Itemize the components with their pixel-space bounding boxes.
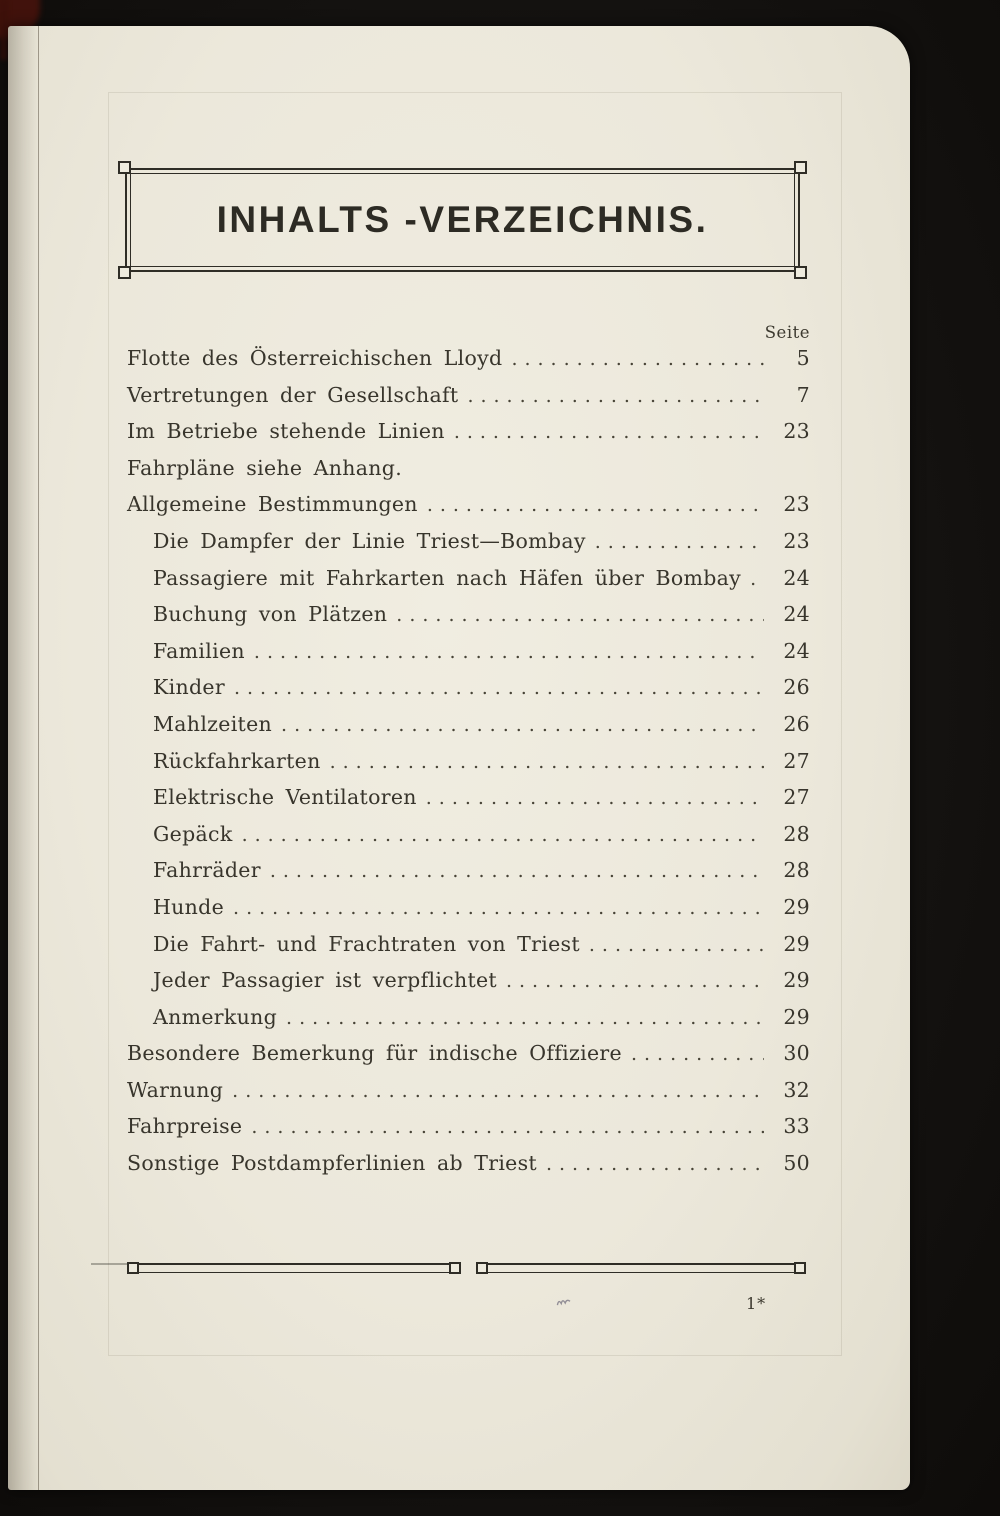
toc-entry-label: Sonstige Postdampferlinien ab Triest bbox=[127, 1151, 537, 1176]
toc-entry-page: 29 bbox=[783, 894, 810, 919]
toc-entry bbox=[127, 895, 810, 932]
toc-entry bbox=[127, 529, 810, 566]
toc-entry-label: Passagiere mit Fahrkarten nach Häfen über Bombay bbox=[153, 565, 742, 590]
rule-end-square bbox=[794, 1262, 806, 1274]
toc-entry-page: 24 bbox=[783, 638, 810, 663]
toc-entry-page: 26 bbox=[783, 675, 810, 700]
toc-entry bbox=[127, 456, 810, 493]
toc-entry-label: Familien bbox=[153, 638, 245, 663]
toc-entry-page: 28 bbox=[783, 858, 810, 883]
toc-entry bbox=[127, 566, 810, 603]
dot-leader bbox=[234, 675, 764, 699]
toc-entry-label: Rückfahrkarten bbox=[153, 748, 321, 773]
toc-entry-label: Kinder bbox=[153, 675, 225, 700]
toc-entry-label: Fahrräder bbox=[153, 858, 261, 883]
toc-entry bbox=[127, 858, 810, 895]
toc-entry-label: Im Betriebe stehende Linien bbox=[127, 419, 445, 444]
toc-entry-label: Allgemeine Bestimmungen bbox=[127, 492, 418, 517]
toc-entry-page: 7 bbox=[796, 382, 810, 407]
toc-entry-page: 33 bbox=[783, 1114, 810, 1139]
toc-entry-label: Fahrpreise bbox=[127, 1114, 243, 1139]
page-column-header: Seite bbox=[764, 323, 810, 342]
book-page bbox=[8, 26, 910, 1490]
signature-mark: 1* bbox=[746, 1294, 767, 1313]
toc-entry bbox=[127, 419, 810, 456]
toc-entry-page: 28 bbox=[783, 821, 810, 846]
toc-entry bbox=[127, 968, 810, 1005]
dot-leader bbox=[511, 346, 764, 370]
toc-entry-label: Vertretungen der Gesellschaft bbox=[127, 382, 459, 407]
toc-entry-page: 23 bbox=[783, 419, 810, 444]
toc-entry bbox=[127, 602, 810, 639]
dot-leader bbox=[595, 529, 764, 553]
toc-entry-page: 24 bbox=[783, 602, 810, 627]
dot-leader bbox=[281, 712, 764, 736]
ornamental-rule-right bbox=[482, 1263, 800, 1273]
table-of-contents bbox=[127, 346, 810, 1188]
toc-entry-page: 50 bbox=[783, 1151, 810, 1176]
toc-entry bbox=[127, 639, 810, 676]
toc-entry-label: Jeder Passagier ist verpflichtet bbox=[153, 968, 497, 993]
toc-entry bbox=[127, 1041, 810, 1078]
dot-leader bbox=[242, 822, 764, 846]
ornamental-rule-left bbox=[133, 1263, 455, 1273]
dot-leader bbox=[454, 419, 764, 443]
toc-entry-page: 27 bbox=[783, 748, 810, 773]
toc-entry bbox=[127, 1114, 810, 1151]
toc-entry-label: Anmerkung bbox=[153, 1004, 278, 1029]
dot-leader bbox=[427, 492, 764, 516]
toc-entry-page: 23 bbox=[783, 492, 810, 517]
rule-end-square bbox=[449, 1262, 461, 1274]
dot-leader bbox=[506, 968, 764, 992]
toc-entry bbox=[127, 1151, 810, 1188]
toc-entry-label: Mahlzeiten bbox=[153, 711, 273, 736]
dot-leader bbox=[254, 639, 764, 663]
toc-entry bbox=[127, 492, 810, 529]
dot-leader bbox=[232, 1078, 764, 1102]
ink-smudge bbox=[555, 1291, 575, 1312]
page-title: INHALTS -VERZEICHNIS. bbox=[216, 199, 709, 240]
dot-leader bbox=[396, 602, 764, 626]
toc-entry bbox=[127, 675, 810, 712]
toc-entry bbox=[127, 822, 810, 859]
rule-end-square bbox=[127, 1262, 139, 1274]
title-frame bbox=[125, 168, 800, 272]
toc-entry-page: 23 bbox=[783, 528, 810, 553]
toc-entry-page: 29 bbox=[783, 968, 810, 993]
toc-entry-label: Fahrpläne siehe Anhang. bbox=[127, 455, 403, 480]
dot-leader bbox=[270, 858, 764, 882]
dot-leader bbox=[467, 383, 764, 407]
toc-entry bbox=[127, 712, 810, 749]
binding-edge-mark bbox=[0, 0, 8, 60]
toc-entry-label: Die Fahrt- und Frachtraten von Triest bbox=[153, 931, 580, 956]
dot-leader bbox=[426, 785, 764, 809]
toc-entry-label: Buchung von Plätzen bbox=[153, 602, 388, 627]
toc-entry bbox=[127, 749, 810, 786]
toc-entry bbox=[127, 785, 810, 822]
toc-entry-label: Gepäck bbox=[153, 821, 233, 846]
rule-end-square bbox=[476, 1262, 488, 1274]
toc-entry-page: 29 bbox=[783, 931, 810, 956]
toc-entry-label: Flotte des Österreichischen Lloyd bbox=[127, 346, 503, 370]
toc-entry-page: 29 bbox=[783, 1004, 810, 1029]
dot-leader bbox=[631, 1041, 764, 1065]
toc-entry bbox=[127, 1078, 810, 1115]
toc-entry-label: Elektrische Ventilatoren bbox=[153, 785, 417, 810]
toc-entry-label: Die Dampfer der Linie Triest—Bombay bbox=[153, 528, 586, 553]
toc-entry bbox=[127, 1005, 810, 1042]
toc-entry bbox=[127, 932, 810, 969]
toc-entry bbox=[127, 346, 810, 383]
dot-leader bbox=[589, 932, 764, 956]
toc-entry-page: 27 bbox=[783, 785, 810, 810]
toc-entry-label: Warnung bbox=[127, 1077, 224, 1102]
toc-entry-label: Besondere Bemerkung für indische Offiziere bbox=[127, 1041, 622, 1066]
toc-entry-page: 5 bbox=[796, 346, 810, 370]
toc-entry-label: Hunde bbox=[153, 894, 225, 919]
dot-leader bbox=[330, 749, 764, 773]
dot-leader bbox=[750, 566, 764, 590]
page-gutter-edge bbox=[8, 26, 39, 1490]
dot-leader bbox=[251, 1114, 764, 1138]
toc-entry bbox=[127, 383, 810, 420]
toc-entry-page: 30 bbox=[783, 1041, 810, 1066]
dot-leader bbox=[546, 1151, 764, 1175]
toc-entry-page: 24 bbox=[783, 565, 810, 590]
dot-leader bbox=[286, 1005, 764, 1029]
dot-leader bbox=[233, 895, 764, 919]
toc-entry-page: 32 bbox=[783, 1077, 810, 1102]
toc-entry-page: 26 bbox=[783, 711, 810, 736]
